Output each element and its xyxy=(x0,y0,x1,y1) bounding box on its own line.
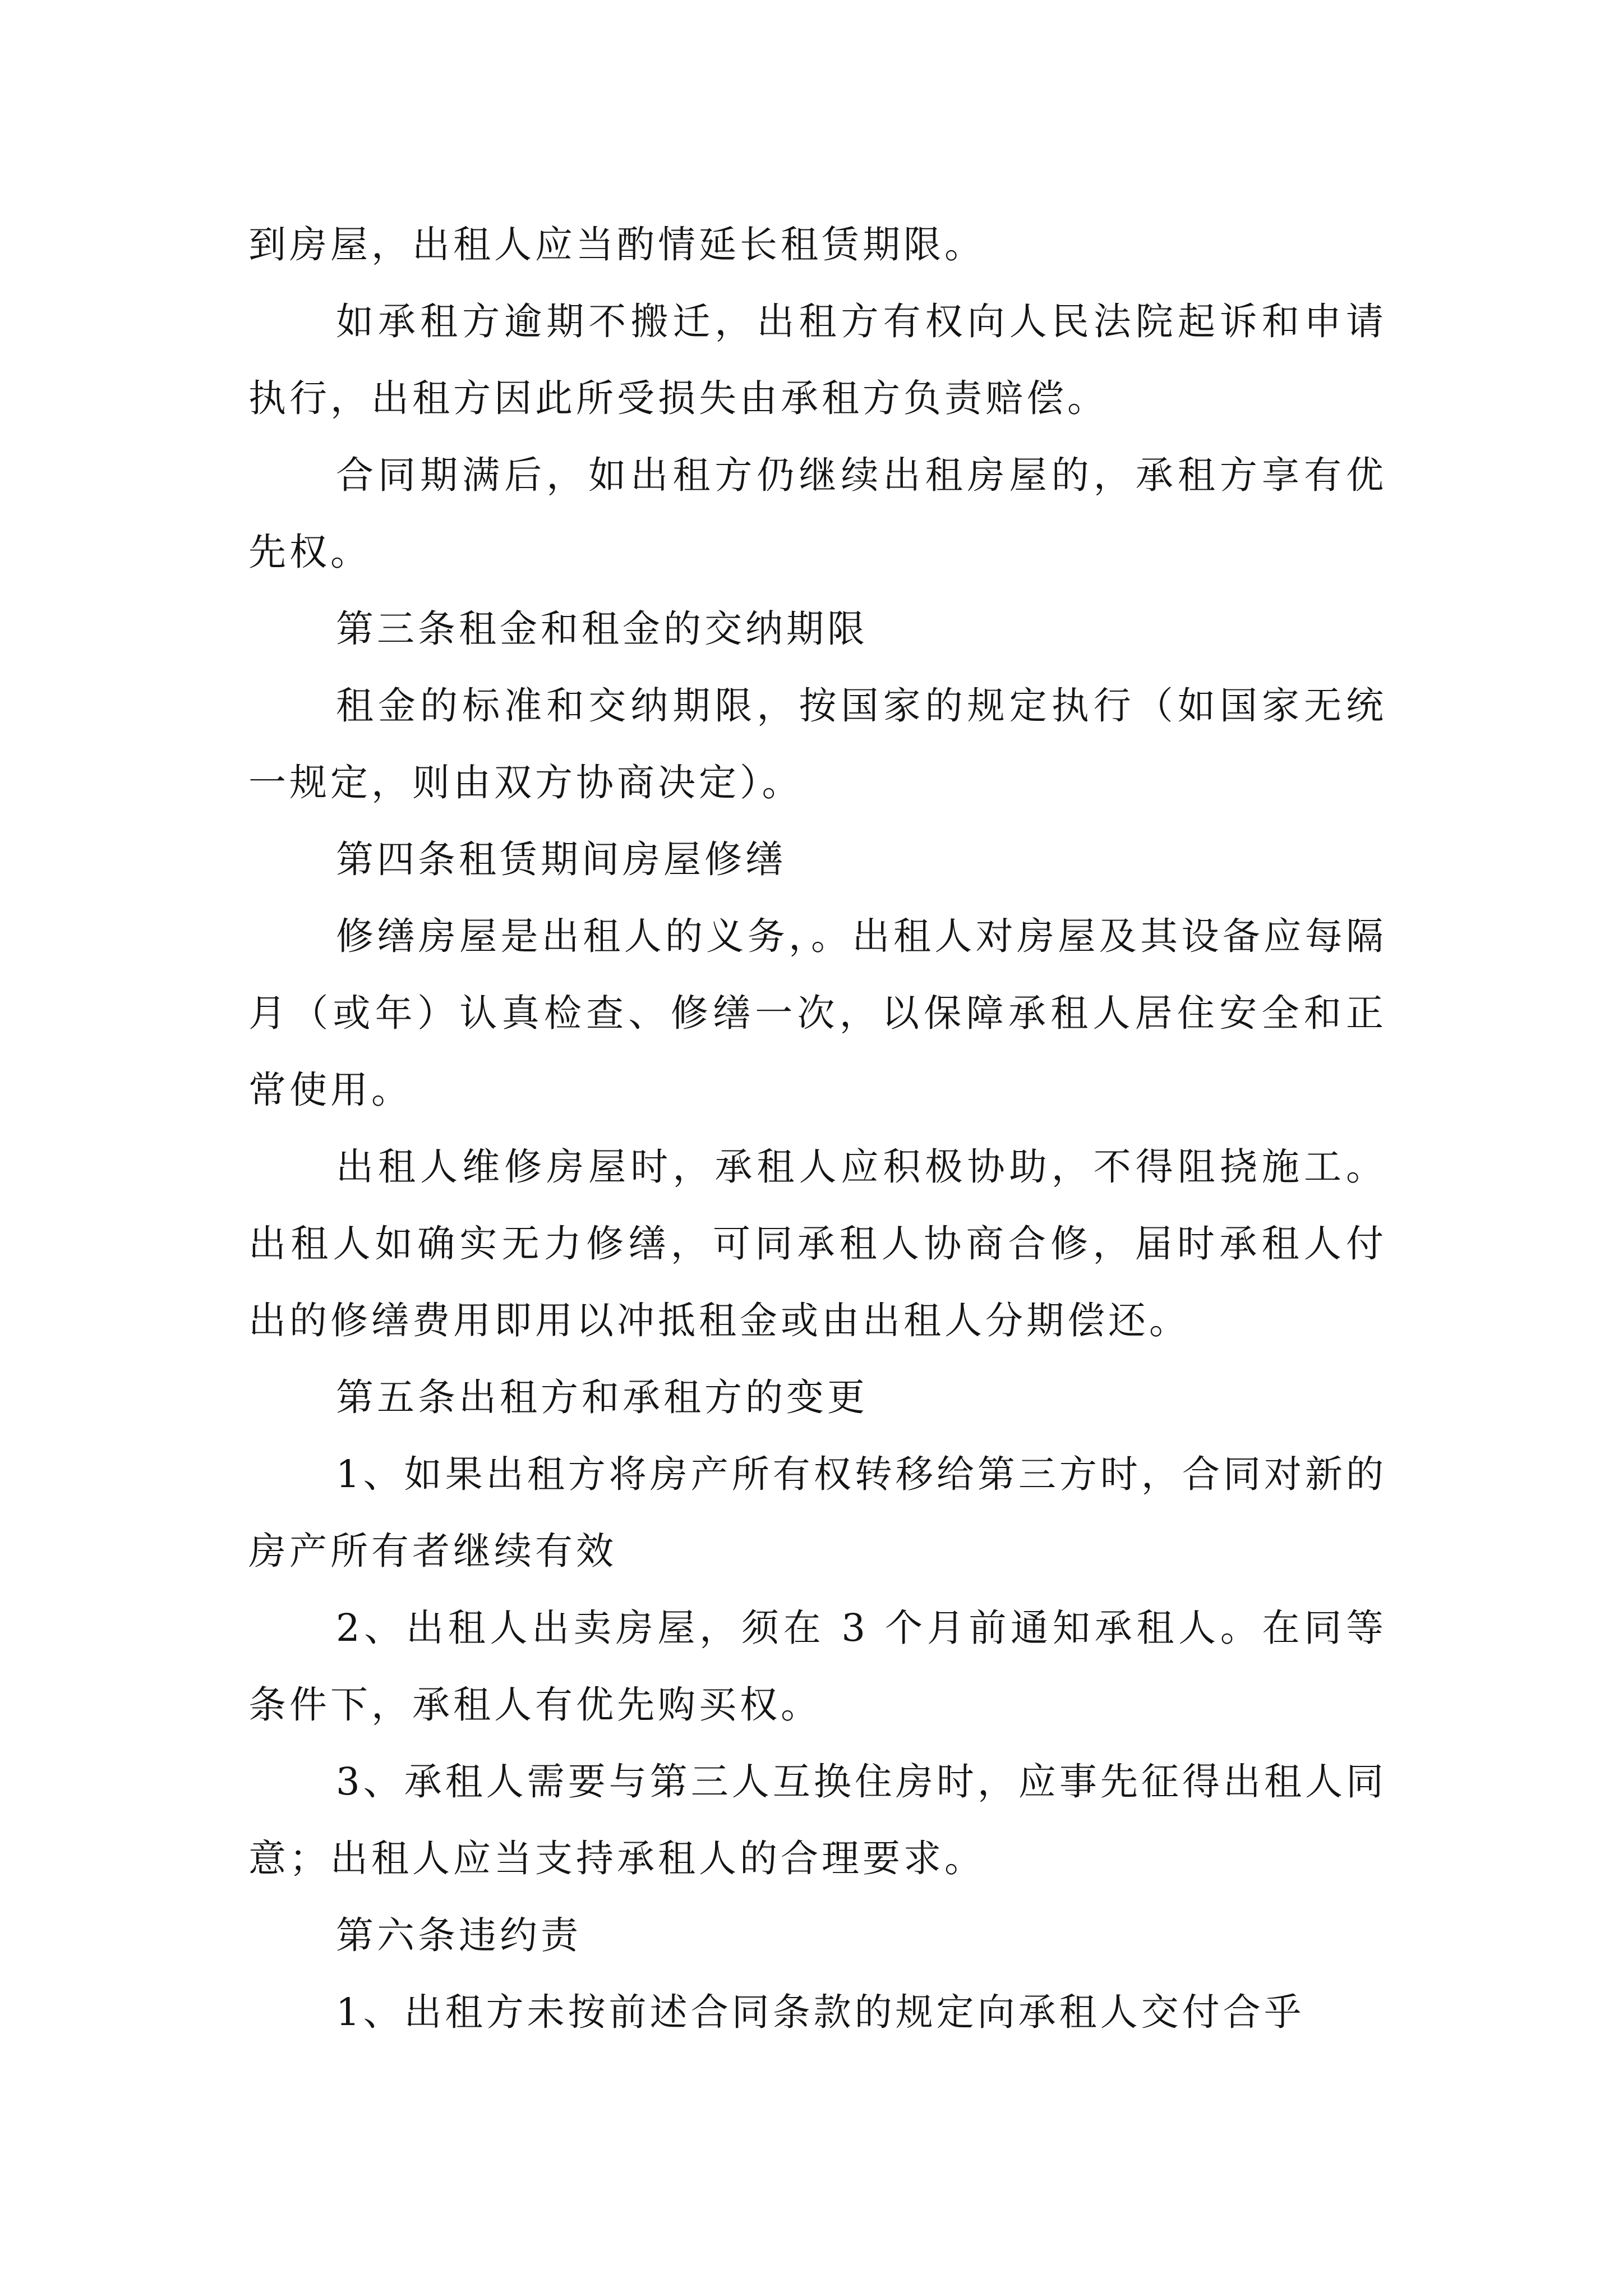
clause-5-1: 1、如果出租方将房产所有权转移给第三方时，合同对新的房产所有者继续有效 xyxy=(248,1452,1387,1573)
paragraph-priority-right: 合同期满后，如出租方仍继续出租房屋的，承租方享有优先权。 xyxy=(248,453,1387,574)
article-4-heading: 第四条租赁期间房屋修缮 xyxy=(336,838,786,881)
article-5-heading: 第五条出租方和承租方的变更 xyxy=(336,1375,868,1419)
paragraph-overdue-move: 如承租方逾期不搬迁，出租方有权向人民法院起诉和申请执行，出租方因此所受损失由承租方负责赔偿。 xyxy=(248,300,1387,420)
paragraph-repair-duty: 修缮房屋是出租人的义务，。出租人对房屋及其设备应每隔月（或年）认真检查、修缮一次，以保障承租人居住安全和正常使用。 xyxy=(248,914,1387,1112)
document-body xyxy=(248,206,1387,2051)
article-3-heading: 第三条租金和租金的交纳期限 xyxy=(336,607,868,651)
clause-5-2: 2、出租人出卖房屋，须在 3 个月前通知承租人。在同等条件下，承租人有优先购买权。 xyxy=(248,1606,1387,1727)
clause-5-3: 3、承租人需要与第三人互换住房时，应事先征得出租人同意；出租人应当支持承租人的合理要求。 xyxy=(248,1760,1387,1880)
paragraph-continuation: 到房屋，出租人应当酌情延长租赁期限。 xyxy=(248,223,985,266)
clause-6-1: 1、出租方未按前述合同条款的规定向承租人交付合乎 xyxy=(336,1990,1305,2034)
article-6-heading: 第六条违约责 xyxy=(336,1913,582,1957)
paragraph-rent-standard: 租金的标准和交纳期限，按国家的规定执行（如国家无统一规定，则由双方协商决定）。 xyxy=(248,684,1387,804)
paragraph-repair-assist: 出租人维修房屋时，承租人应积极协助，不得阻挠施工。出租人如确实无力修缮，可同承租人协商合修，届时承租人付出的修缮费用即用以冲抵租金或由出租人分期偿还。 xyxy=(248,1145,1387,1342)
